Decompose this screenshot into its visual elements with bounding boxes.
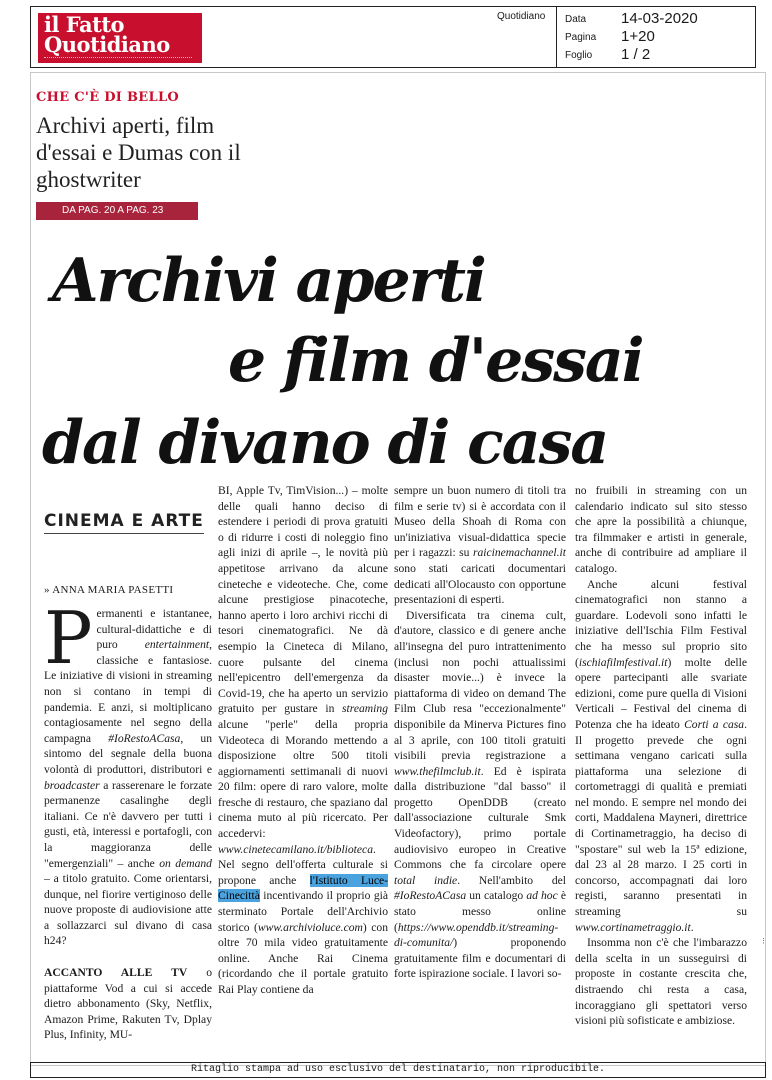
- highlighted-text: l'Istituto Luce-Cinecittà: [218, 873, 388, 903]
- text-run: broadcaster: [44, 778, 100, 792]
- sheet-label: Foglio: [565, 50, 593, 61]
- headline-line-2: e film d'essai: [228, 326, 643, 396]
- text-run: entertainment: [144, 638, 210, 652]
- sheet-value: 1 / 2: [621, 46, 651, 63]
- text-run: . Ed è ispirata dalla distribuzione "dal basso" il progetto OpenDDB (creato dall'associazione culturale Smk Videofactory), primo portale audiovisivo europeo in Creative Commons che fa circolare opere: [394, 764, 566, 872]
- text-run: . Il progetto prevede che ogni settimana vengano caricati sulla piattaforma una selezione di cortometraggi di qualità e premiati nel mondo. E sempre nel mondo dei corti, Maddalena Mayneri, direttrice di Cortinametraggio, ha deciso di "spostare" sul web la 15ª edizione, dal 23 al 28 marzo. I 25 corti in concorso, accompagnati dai loro registi, saranno presentati in streaming su: [575, 717, 747, 919]
- article-column-4: [575, 483, 747, 1029]
- date-label: Data: [565, 14, 587, 25]
- text-run: www.archivioluce.com: [257, 920, 363, 934]
- paragraph: [218, 483, 388, 998]
- logo-rule: [44, 57, 192, 61]
- paragraph-lead-in: ACCANTO ALLE TV: [44, 966, 188, 980]
- text-run: alcune "perle" della propria Videoteca di Morando mettendo a disposizione oltre 500 titoli aggiornamenti settimanali di nuovi 20 film: opere di raro valore, molte fresche di restauro, che spaziano dal cinema muto al più ricercato. Per accedervi:: [218, 717, 388, 841]
- text-run: Anche alcuni festival cinematografici non stanno a guardare. Lodevoli sono infatti le iniziative dell'Ischia Film Festival che ha messo sul proprio sito (: [575, 577, 747, 669]
- text-run: ) proponendo gratuitamente film e documentari di forte ispirazione sociale. I lavori so-: [394, 936, 566, 981]
- teaser-page-range: DA PAG. 20 A PAG. 23: [36, 202, 198, 220]
- text-run: www.cortinametraggio.it: [575, 920, 691, 934]
- clipping-header: [30, 6, 756, 68]
- text-run: sempre un buon numero di titoli tra film e serie tv) si è accordata con il Museo della Shoah di Roma con un'iniziativa visual-didattica specie per i ragazzi: su: [394, 484, 566, 560]
- text-run: www.cinetecamilano.it/biblioteca: [218, 842, 373, 856]
- lead-paragraph: [44, 596, 213, 949]
- clipping-footer: Ritaglio stampa ad uso esclusivo del destinatario, non riproducibile.: [30, 1062, 766, 1078]
- text-run: un catalogo: [466, 889, 527, 903]
- text-run: Insomma non c'è che l'imbarazzo della scelta in un susseguirsi di proposte in costante crescita che, distraendo chi resta a casa, incoraggiano gli spettatori verso visioni più sofisticate e ambiziose.: [575, 936, 747, 1028]
- text-run: ischiafilmfestival.it: [578, 655, 668, 669]
- text-run: – a titolo gratuito. Come orientarsi, dunque, nel fiorire vertiginoso delle nuove proposte di audiovisione atte a sollazzarci sul divano di casa h24?: [44, 872, 212, 948]
- date-row: [565, 10, 755, 28]
- page-label: Pagina: [565, 32, 597, 43]
- publication-type: Quotidiano: [497, 11, 546, 22]
- page-value: 1+20: [621, 28, 655, 45]
- paragraph: [575, 483, 747, 577]
- text-run: raicinemachannel.it: [472, 546, 566, 560]
- article-column-3: [394, 483, 566, 982]
- text-run: total indie: [394, 873, 458, 887]
- clipping-metadata: [556, 7, 757, 67]
- section-rule: [44, 533, 204, 534]
- text-run: Diversificata tra cinema cult, d'autore, classico e di genere anche all'insegna del puro intrattenimento (inclusi non pochi attualissimi disaster movie...) è invece la piattaforma di video on demand The Film Club resa "eccezionalmente" disponibile da Minerva Pictures fino al 3 aprile, con 100 titoli gratuiti visibili previa registrazione a: [394, 608, 566, 763]
- text-run: ad hoc: [526, 889, 558, 903]
- text-run: incentivando il proprio già sterminato Portale dell'Archivio storico (: [218, 889, 388, 934]
- text-run: www.thefilmclub.it: [394, 764, 481, 778]
- paragraph: [575, 577, 747, 936]
- article-column-2: [218, 483, 388, 998]
- text-run: Corti a casa: [684, 717, 745, 731]
- text-run: a rasserenare le forzate permanenze casalinghe degli italiani. Ce n'è davvero per tutti i gusti, età, interessi e portafogli, con la maggioranza delle "emergenziali" – anche: [44, 778, 212, 870]
- paragraph: [394, 483, 566, 608]
- sheet-row: [565, 46, 755, 64]
- logo-line-1: il Fatto: [44, 12, 125, 37]
- scan-mark: ⋮: [760, 937, 767, 945]
- text-run: . Nell'ambito del: [457, 873, 566, 887]
- newspaper-logo: [38, 13, 202, 63]
- text-run: .: [690, 920, 694, 934]
- text-run: BI, Apple Tv, TimVision...) – molte delle quali hanno deciso di estendere i periodi di prova gratuiti o di ridurre i costi di noleggio fino agli inizi di aprile –, le novità più appetitose arrivano da alcune cineteche e videoteche. Che, come alcune prestigiose pinacoteche, hanno aperto i loro archivi ricchi di tesori cinematografici. Ne dà esempio la Cineteca di Milano, cuore pulsante del cinema nell'epicentro dell'emergenza da Covid-19, che ha aperto un servizio gratuito per gustare in: [218, 484, 388, 716]
- headline-line-1: Archivi aperti: [52, 246, 485, 316]
- paragraph: [575, 935, 747, 1029]
- text-run: ermanenti e istantanee, cultural-didattiche e di puro: [96, 607, 212, 652]
- teaser-kicker: CHE C'È DI BELLO: [36, 90, 180, 105]
- text-run: o piattaforme Vod a cui si accede dietro abbonamento (Sky, Netflix, Amazon Prime, Rakuten Tv, Dplay Plus, Infinity, MU-: [44, 966, 213, 1042]
- paragraph: [44, 965, 212, 1043]
- byline: » ANNA MARIA PASETTI: [44, 584, 174, 596]
- text-run: , un sintomo del segnale della buona volontà di produttori, distributori e: [44, 731, 213, 776]
- drop-cap: P: [44, 596, 93, 680]
- text-run: . Nel segno dell'offerta culturale si propone anche: [218, 842, 388, 887]
- text-run: è stato messo online (: [394, 889, 566, 934]
- logo-line-2: Quotidiano: [44, 32, 170, 57]
- text-run: #IoRestoACasa: [108, 731, 181, 745]
- text-run: on demand: [159, 856, 212, 870]
- text-run: https://www.openddb.it/streaming-di-comunita/: [394, 920, 559, 950]
- text-run: ) con oltre 70 mila video gratuitamente online. Anche Rai Cinema (ricordando che il portale gratuito Rai Play contiene da: [218, 920, 388, 996]
- date-value: 14-03-2020: [621, 10, 698, 27]
- text-run: no fruibili in streaming con un calendario indicato sul sito stesso che apre la possibilità a chiunque, tra filmmaker e artisti in generale, anche di contribuire ad ampliare il catalogo.: [575, 484, 747, 575]
- teaser-title: Archivi aperti, film d'essai e Dumas con il ghostwriter: [36, 113, 241, 192]
- text-run: , classiche e fantasiose. Le iniziative di visioni in streaming non si contano in tempi di pandemia. E anzi, si moltiplicano contagiosamente nel segno della campagna: [44, 638, 212, 745]
- section-label: CINEMA E ARTE: [44, 511, 204, 531]
- main-headline: [0, 244, 772, 489]
- text-run: ) molte delle opere partecipanti alle svariate edizioni, come pure quella di Visioni Verticali – Festival del cinema di Potenza che ha ideato: [575, 655, 747, 731]
- page-row: [565, 28, 755, 46]
- text-run: sono stati caricati documentari dedicati all'Olocausto con opportune presentazioni di esperti.: [394, 561, 566, 607]
- paragraph: [394, 608, 566, 982]
- text-run: #IoRestoACasa: [394, 889, 467, 903]
- article-column-1: [44, 596, 213, 1043]
- headline-line-3: dal divano di casa: [42, 408, 608, 478]
- text-run: streaming: [342, 702, 388, 716]
